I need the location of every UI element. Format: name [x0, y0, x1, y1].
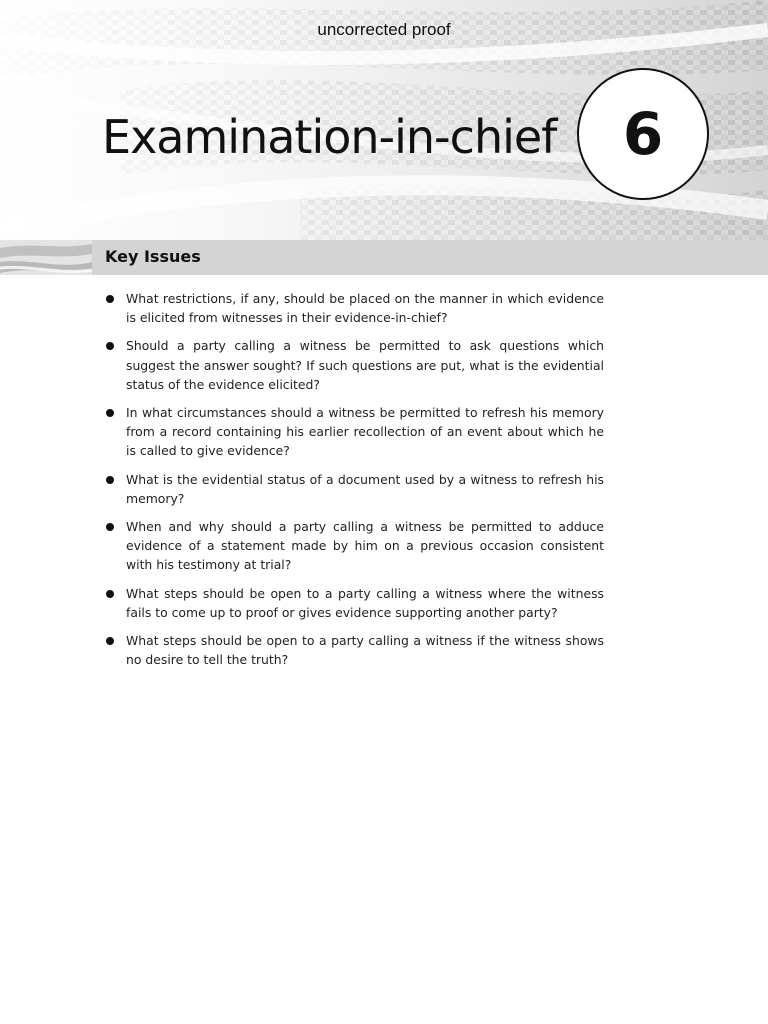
list-item-text: What steps should be open to a party calling a witness where the witness fails to come up to proof or gives evidence supporting another party? — [126, 585, 604, 620]
list-item — [104, 631, 604, 669]
list-item — [104, 403, 604, 461]
list-item — [104, 517, 604, 575]
bullet-icon — [106, 295, 114, 303]
list-item-text: In what circumstances should a witness be permitted to refresh his memory from a record containing his earlier recollection of an event about which he is called to give evidence? — [126, 405, 604, 459]
bullet-icon — [106, 476, 114, 484]
key-issues-bar — [0, 240, 768, 275]
list-item-text: What steps should be open to a party calling a witness if the witness shows no desire to tell the truth? — [126, 633, 604, 668]
chapter-number-badge — [577, 68, 709, 200]
list-item — [104, 336, 604, 394]
key-issues-heading: Key Issues — [105, 247, 201, 266]
bullet-icon — [106, 590, 114, 598]
chapter-number: 6 — [622, 100, 664, 168]
bullet-icon — [106, 637, 114, 645]
chapter-title: Examination-in-chief — [102, 110, 557, 164]
list-item — [104, 470, 604, 508]
list-item-text: What is the evidential status of a document used by a witness to refresh his memory? — [126, 471, 604, 506]
list-item — [104, 289, 604, 327]
proof-watermark: uncorrected proof — [317, 20, 451, 39]
list-item-text: When and why should a party calling a witness be permitted to adduce evidence of a statement made by him on a previous occasion consistent with his testimony at trial? — [126, 519, 604, 573]
key-issues-bar-decoration — [0, 240, 92, 275]
list-item — [104, 584, 604, 622]
list-item-text: Should a party calling a witness be permitted to ask questions which suggest the answer sought? If such questions are put, what is the evidential status of the evidence elicited? — [126, 338, 604, 392]
bullet-icon — [106, 523, 114, 531]
key-issues-list — [104, 289, 604, 678]
bullet-icon — [106, 409, 114, 417]
list-item-text: What restrictions, if any, should be placed on the manner in which evidence is elicited from witnesses in their evidence-in-chief? — [126, 291, 604, 326]
bullet-icon — [106, 342, 114, 350]
